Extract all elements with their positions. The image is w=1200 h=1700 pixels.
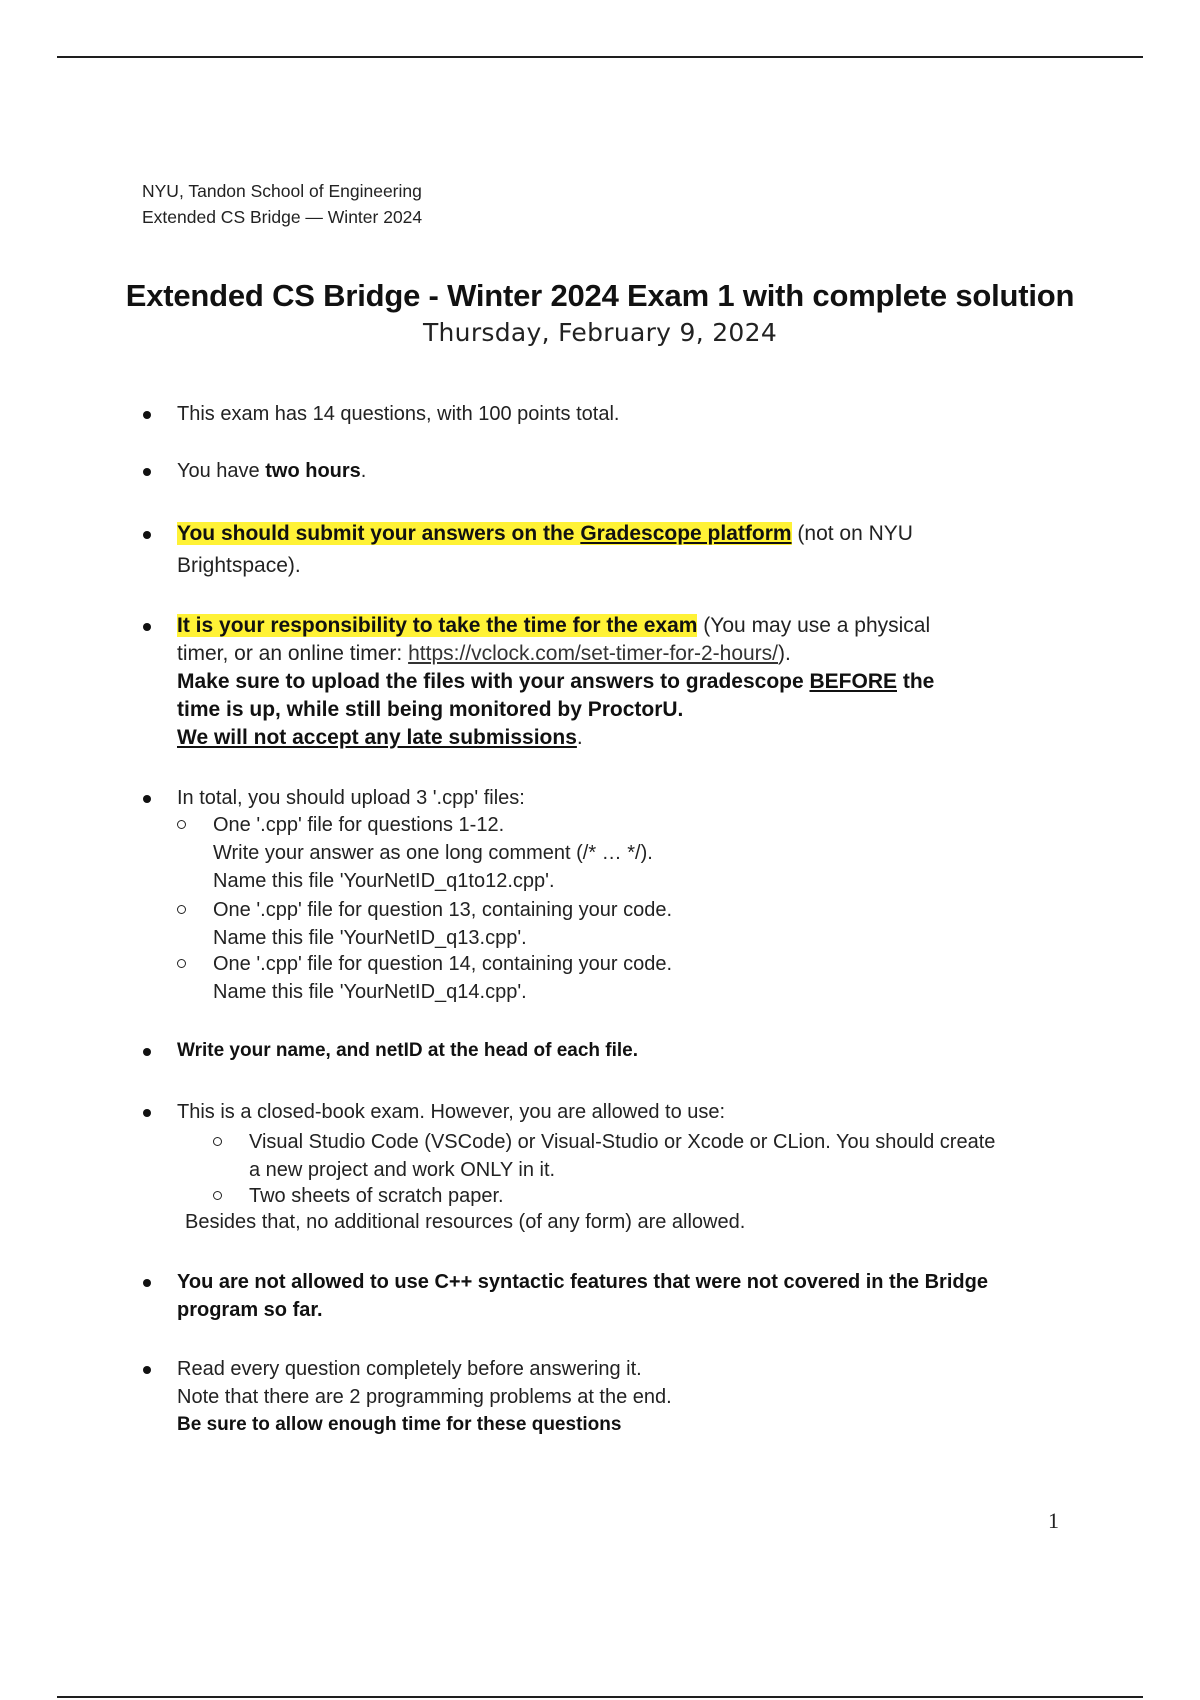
sub-bullet-circle xyxy=(213,1191,222,1200)
exam-date: Thursday, February 9, 2024 xyxy=(422,318,778,347)
bullet-text: You have xyxy=(177,460,266,482)
sub-text: Visual Studio Code (VSCode) or Visual-Studio or Xcode or CLion. You should create xyxy=(249,1131,996,1153)
bullet-text: . xyxy=(360,460,367,482)
bullet-text: . xyxy=(576,726,583,749)
bullet-text: Besides that, no additional resources (of any form) are allowed. xyxy=(185,1211,746,1233)
sub-text: a new project and work ONLY in it. xyxy=(249,1159,556,1181)
header-school: NYU, Tandon School of Engineering xyxy=(142,181,422,201)
bullet-dot xyxy=(143,1279,151,1287)
sub-text: Two sheets of scratch paper. xyxy=(249,1185,504,1207)
bullet-text: This exam has 14 questions, with 100 points total. xyxy=(177,403,620,425)
sub-bullet-circle xyxy=(213,1137,222,1146)
bullet-bold: program so far. xyxy=(177,1299,323,1321)
gradescope-platform-text: Gradescope platform xyxy=(580,522,792,545)
bullet-bold: Make sure to upload the files with your answers to gradescope xyxy=(177,670,810,693)
bottom-rule xyxy=(57,1696,1143,1698)
bullet-bold: the xyxy=(897,670,935,693)
header-program: Extended CS Bridge — Winter 2024 xyxy=(142,207,423,227)
bullet-dot xyxy=(143,1048,151,1056)
bullet-bold: You are not allowed to use C++ syntactic features that were not covered in the Bridge xyxy=(177,1271,988,1293)
sub-bullet-circle xyxy=(177,905,186,914)
bullet-text: (not on NYU xyxy=(791,522,913,545)
sub-bullet-circle xyxy=(177,820,186,829)
sub-text: One '.cpp' file for questions 1-12. xyxy=(213,814,505,836)
page-title: Extended CS Bridge - Winter 2024 Exam 1 with complete solution xyxy=(125,278,1075,313)
bullet-bold: Write your name, and netID at the head of each file. xyxy=(177,1040,639,1061)
bullet-bold: two hours xyxy=(265,460,361,482)
sub-text: Name this file 'YourNetID_q13.cpp'. xyxy=(213,927,527,949)
bullet-text: Note that there are 2 programming problems at the end. xyxy=(177,1386,672,1408)
sub-text: One '.cpp' file for question 13, containing your code. xyxy=(213,899,673,921)
sub-bullet-circle xyxy=(177,959,186,968)
bullet-text: ). xyxy=(778,642,791,665)
closed-book-note xyxy=(185,1208,1065,1236)
top-rule xyxy=(57,56,1143,58)
sub-text: Name this file 'YourNetID_q14.cpp'. xyxy=(213,981,527,1003)
bullet-text: (You may use a physical xyxy=(697,614,931,637)
late-submissions-text: We will not accept any late submissions xyxy=(177,726,577,749)
sub-text: Write your answer as one long comment (/* … */). xyxy=(213,842,653,864)
bullet-text: timer, or an online timer: xyxy=(177,642,409,665)
bullet-dot xyxy=(143,468,151,476)
bullet-dot xyxy=(143,411,151,419)
bullet-dot xyxy=(143,623,151,631)
page-number: 1 xyxy=(1048,1508,1059,1533)
sub-text: One '.cpp' file for question 14, containing your code. xyxy=(213,953,673,975)
sub-text: Name this file 'YourNetID_q1to12.cpp'. xyxy=(213,870,555,892)
bullet-text: Read every question completely before answering it. xyxy=(177,1358,642,1380)
bullet-bold: time is up, while still being monitored by ProctorU. xyxy=(177,698,684,721)
timer-link[interactable]: https://vclock.com/set-timer-for-2-hours/ xyxy=(408,642,779,665)
highlight-text: You should submit your answers on the xyxy=(177,522,581,545)
bullet-dot xyxy=(143,1366,151,1374)
bullet-dot xyxy=(143,531,151,539)
document-header xyxy=(142,178,422,230)
bullet-text: Brightspace). xyxy=(177,554,301,577)
bullet-dot xyxy=(143,795,151,803)
bullet-text: This is a closed-book exam. However, you are allowed to use: xyxy=(177,1101,726,1123)
bullet-text: In total, you should upload 3 '.cpp' files: xyxy=(177,787,525,809)
before-text: BEFORE xyxy=(809,670,897,693)
highlight-text: It is your responsibility to take the time for the exam xyxy=(177,614,698,637)
bullet-dot xyxy=(143,1109,151,1117)
bullet-bold: Be sure to allow enough time for these questions xyxy=(177,1414,622,1435)
